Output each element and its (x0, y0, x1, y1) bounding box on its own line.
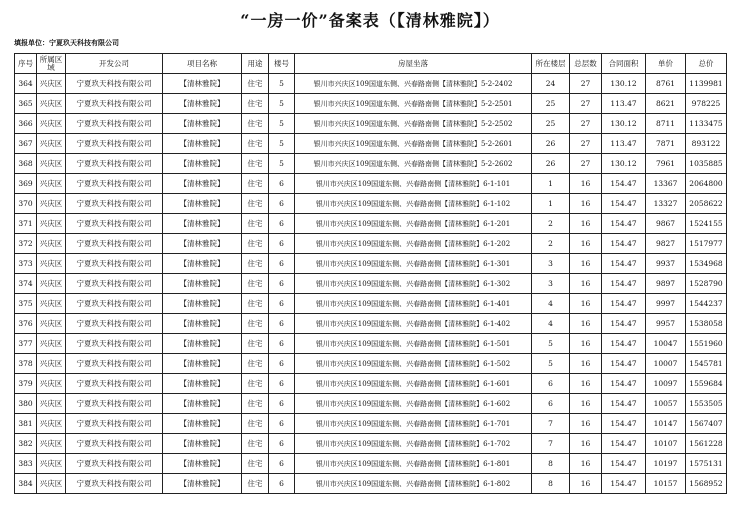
cell-floor: 7 (532, 414, 570, 434)
cell-building: 6 (269, 414, 295, 434)
cell-district: 兴庆区 (37, 74, 66, 94)
cell-area: 154.47 (602, 314, 646, 334)
cell-unit-price: 9937 (646, 254, 686, 274)
cell-unit-price: 13367 (646, 174, 686, 194)
cell-district: 兴庆区 (37, 154, 66, 174)
cell-total-floors: 27 (570, 94, 602, 114)
cell-total-floors: 16 (570, 194, 602, 214)
cell-unit-price: 10197 (646, 454, 686, 474)
cell-index: 380 (15, 394, 37, 414)
cell-address: 银川市兴庆区109国道东侧、兴春路南侧【清林雅院】5-2-2601 (295, 134, 532, 154)
cell-address: 银川市兴庆区109国道东侧、兴春路南侧【清林雅院】6-1-102 (295, 194, 532, 214)
table-row (15, 434, 727, 454)
cell-total-floors: 16 (570, 414, 602, 434)
cell-address: 银川市兴庆区109国道东侧、兴春路南侧【清林雅院】6-1-401 (295, 294, 532, 314)
cell-area: 113.47 (602, 94, 646, 114)
cell-developer: 宁夏玖天科技有限公司 (66, 94, 163, 114)
cell-total-floors: 16 (570, 334, 602, 354)
cell-floor: 26 (532, 154, 570, 174)
header-unit-price: 单价 (646, 54, 686, 74)
cell-project: 【清林雅院】 (163, 114, 242, 134)
cell-total-floors: 27 (570, 134, 602, 154)
cell-developer: 宁夏玖天科技有限公司 (66, 134, 163, 154)
cell-project: 【清林雅院】 (163, 74, 242, 94)
cell-usage: 住宅 (242, 154, 269, 174)
cell-usage: 住宅 (242, 194, 269, 214)
cell-index: 364 (15, 74, 37, 94)
cell-total-floors: 16 (570, 354, 602, 374)
header-total-floors: 总层数 (570, 54, 602, 74)
cell-developer: 宁夏玖天科技有限公司 (66, 314, 163, 334)
cell-project: 【清林雅院】 (163, 214, 242, 234)
table-body (15, 74, 727, 494)
cell-district: 兴庆区 (37, 354, 66, 374)
header-district: 所属区域 (37, 54, 66, 74)
cell-developer: 宁夏玖天科技有限公司 (66, 74, 163, 94)
cell-building: 6 (269, 334, 295, 354)
cell-building: 6 (269, 394, 295, 414)
cell-usage: 住宅 (242, 134, 269, 154)
cell-floor: 1 (532, 174, 570, 194)
cell-project: 【清林雅院】 (163, 294, 242, 314)
filing-unit: 填报单位：宁夏玖天科技有限公司 (14, 39, 119, 47)
cell-total-floors: 27 (570, 114, 602, 134)
header-index: 序号 (15, 54, 37, 74)
cell-address: 银川市兴庆区109国道东侧、兴春路南侧【清林雅院】6-1-402 (295, 314, 532, 334)
cell-total-floors: 16 (570, 214, 602, 234)
cell-unit-price: 10007 (646, 354, 686, 374)
cell-index: 366 (15, 114, 37, 134)
cell-district: 兴庆区 (37, 374, 66, 394)
cell-unit-price: 9957 (646, 314, 686, 334)
cell-total-price: 1567407 (686, 414, 727, 434)
cell-project: 【清林雅院】 (163, 414, 242, 434)
table-row (15, 454, 727, 474)
cell-total-price: 1559684 (686, 374, 727, 394)
table-header-row (15, 54, 727, 74)
table-row (15, 254, 727, 274)
cell-floor: 24 (532, 74, 570, 94)
cell-area: 154.47 (602, 214, 646, 234)
cell-total-floors: 16 (570, 374, 602, 394)
cell-address: 银川市兴庆区109国道东侧、兴春路南侧【清林雅院】6-1-501 (295, 334, 532, 354)
cell-building: 6 (269, 194, 295, 214)
cell-floor: 8 (532, 454, 570, 474)
cell-total-floors: 16 (570, 254, 602, 274)
cell-unit-price: 7871 (646, 134, 686, 154)
cell-district: 兴庆区 (37, 134, 66, 154)
cell-building: 5 (269, 114, 295, 134)
cell-address: 银川市兴庆区109国道东侧、兴春路南侧【清林雅院】6-1-601 (295, 374, 532, 394)
cell-area: 154.47 (602, 394, 646, 414)
cell-usage: 住宅 (242, 314, 269, 334)
cell-project: 【清林雅院】 (163, 274, 242, 294)
cell-usage: 住宅 (242, 254, 269, 274)
cell-district: 兴庆区 (37, 254, 66, 274)
cell-index: 376 (15, 314, 37, 334)
cell-project: 【清林雅院】 (163, 194, 242, 214)
cell-total-price: 1545781 (686, 354, 727, 374)
cell-project: 【清林雅院】 (163, 134, 242, 154)
cell-total-floors: 27 (570, 74, 602, 94)
cell-total-floors: 27 (570, 154, 602, 174)
cell-index: 370 (15, 194, 37, 214)
cell-total-price: 1139981 (686, 74, 727, 94)
cell-usage: 住宅 (242, 294, 269, 314)
cell-district: 兴庆区 (37, 454, 66, 474)
cell-area: 154.47 (602, 414, 646, 434)
cell-developer: 宁夏玖天科技有限公司 (66, 394, 163, 414)
cell-building: 6 (269, 434, 295, 454)
cell-unit-price: 10047 (646, 334, 686, 354)
cell-usage: 住宅 (242, 334, 269, 354)
cell-area: 154.47 (602, 334, 646, 354)
cell-developer: 宁夏玖天科技有限公司 (66, 454, 163, 474)
cell-floor: 2 (532, 214, 570, 234)
cell-unit-price: 8761 (646, 74, 686, 94)
cell-usage: 住宅 (242, 234, 269, 254)
cell-building: 5 (269, 134, 295, 154)
table-row (15, 174, 727, 194)
cell-index: 365 (15, 94, 37, 114)
cell-index: 374 (15, 274, 37, 294)
cell-usage: 住宅 (242, 474, 269, 494)
cell-usage: 住宅 (242, 414, 269, 434)
cell-total-price: 1568952 (686, 474, 727, 494)
cell-usage: 住宅 (242, 354, 269, 374)
cell-building: 6 (269, 234, 295, 254)
cell-area: 154.47 (602, 434, 646, 454)
cell-index: 369 (15, 174, 37, 194)
cell-area: 154.47 (602, 474, 646, 494)
cell-total-price: 1517977 (686, 234, 727, 254)
cell-developer: 宁夏玖天科技有限公司 (66, 234, 163, 254)
table-row (15, 134, 727, 154)
cell-area: 154.47 (602, 454, 646, 474)
cell-district: 兴庆区 (37, 194, 66, 214)
table-row (15, 414, 727, 434)
cell-total-price: 1528790 (686, 274, 727, 294)
cell-total-floors: 16 (570, 234, 602, 254)
cell-floor: 4 (532, 294, 570, 314)
table-row (15, 374, 727, 394)
cell-area: 130.12 (602, 154, 646, 174)
cell-index: 377 (15, 334, 37, 354)
cell-area: 154.47 (602, 354, 646, 374)
cell-unit-price: 10057 (646, 394, 686, 414)
table-row (15, 474, 727, 494)
cell-developer: 宁夏玖天科技有限公司 (66, 434, 163, 454)
cell-developer: 宁夏玖天科技有限公司 (66, 154, 163, 174)
cell-total-floors: 16 (570, 394, 602, 414)
cell-total-price: 1551960 (686, 334, 727, 354)
cell-project: 【清林雅院】 (163, 94, 242, 114)
document-title: “一房一价”备案表（【清林雅院】） (240, 11, 500, 30)
cell-developer: 宁夏玖天科技有限公司 (66, 114, 163, 134)
cell-floor: 25 (532, 114, 570, 134)
cell-index: 378 (15, 354, 37, 374)
cell-developer: 宁夏玖天科技有限公司 (66, 254, 163, 274)
cell-building: 6 (269, 354, 295, 374)
cell-address: 银川市兴庆区109国道东侧、兴春路南侧【清林雅院】5-2-2502 (295, 114, 532, 134)
cell-unit-price: 8621 (646, 94, 686, 114)
cell-building: 6 (269, 214, 295, 234)
cell-usage: 住宅 (242, 214, 269, 234)
cell-index: 383 (15, 454, 37, 474)
cell-total-price: 1553505 (686, 394, 727, 414)
cell-total-floors: 16 (570, 474, 602, 494)
cell-total-floors: 16 (570, 434, 602, 454)
cell-district: 兴庆区 (37, 234, 66, 254)
cell-project: 【清林雅院】 (163, 434, 242, 454)
cell-district: 兴庆区 (37, 394, 66, 414)
header-usage: 用途 (242, 54, 269, 74)
cell-index: 384 (15, 474, 37, 494)
price-filing-table (14, 53, 727, 494)
cell-developer: 宁夏玖天科技有限公司 (66, 294, 163, 314)
cell-usage: 住宅 (242, 454, 269, 474)
cell-unit-price: 10097 (646, 374, 686, 394)
header-developer: 开发公司 (66, 54, 163, 74)
cell-total-price: 1575131 (686, 454, 727, 474)
cell-total-price: 2058622 (686, 194, 727, 214)
cell-area: 130.12 (602, 74, 646, 94)
header-floor: 所在楼层 (532, 54, 570, 74)
cell-district: 兴庆区 (37, 114, 66, 134)
cell-project: 【清林雅院】 (163, 334, 242, 354)
cell-developer: 宁夏玖天科技有限公司 (66, 334, 163, 354)
cell-floor: 3 (532, 274, 570, 294)
cell-address: 银川市兴庆区109国道东侧、兴春路南侧【清林雅院】6-1-201 (295, 214, 532, 234)
cell-index: 368 (15, 154, 37, 174)
cell-usage: 住宅 (242, 274, 269, 294)
cell-area: 154.47 (602, 274, 646, 294)
table-row (15, 114, 727, 134)
cell-unit-price: 9897 (646, 274, 686, 294)
cell-address: 银川市兴庆区109国道东侧、兴春路南侧【清林雅院】6-1-202 (295, 234, 532, 254)
cell-address: 银川市兴庆区109国道东侧、兴春路南侧【清林雅院】6-1-502 (295, 354, 532, 374)
cell-floor: 7 (532, 434, 570, 454)
cell-district: 兴庆区 (37, 474, 66, 494)
cell-unit-price: 9997 (646, 294, 686, 314)
table-row (15, 334, 727, 354)
cell-area: 130.12 (602, 114, 646, 134)
cell-building: 6 (269, 254, 295, 274)
cell-address: 银川市兴庆区109国道东侧、兴春路南侧【清林雅院】6-1-302 (295, 274, 532, 294)
cell-usage: 住宅 (242, 434, 269, 454)
table-row (15, 354, 727, 374)
cell-total-price: 1561228 (686, 434, 727, 454)
cell-address: 银川市兴庆区109国道东侧、兴春路南侧【清林雅院】6-1-101 (295, 174, 532, 194)
cell-building: 5 (269, 74, 295, 94)
cell-index: 371 (15, 214, 37, 234)
header-project: 项目名称 (163, 54, 242, 74)
cell-address: 银川市兴庆区109国道东侧、兴春路南侧【清林雅院】6-1-802 (295, 474, 532, 494)
header-area: 合同面积 (602, 54, 646, 74)
cell-building: 6 (269, 274, 295, 294)
cell-index: 381 (15, 414, 37, 434)
cell-floor: 2 (532, 234, 570, 254)
cell-area: 154.47 (602, 254, 646, 274)
cell-building: 5 (269, 154, 295, 174)
cell-building: 6 (269, 454, 295, 474)
cell-total-floors: 16 (570, 454, 602, 474)
cell-developer: 宁夏玖天科技有限公司 (66, 214, 163, 234)
cell-developer: 宁夏玖天科技有限公司 (66, 354, 163, 374)
table-row (15, 314, 727, 334)
cell-unit-price: 7961 (646, 154, 686, 174)
cell-total-price: 1534968 (686, 254, 727, 274)
cell-developer: 宁夏玖天科技有限公司 (66, 374, 163, 394)
cell-project: 【清林雅院】 (163, 314, 242, 334)
cell-unit-price: 10107 (646, 434, 686, 454)
cell-total-price: 1544237 (686, 294, 727, 314)
cell-unit-price: 10147 (646, 414, 686, 434)
table-row (15, 294, 727, 314)
table-row (15, 194, 727, 214)
cell-floor: 5 (532, 334, 570, 354)
cell-floor: 3 (532, 254, 570, 274)
cell-address: 银川市兴庆区109国道东侧、兴春路南侧【清林雅院】6-1-801 (295, 454, 532, 474)
cell-usage: 住宅 (242, 94, 269, 114)
cell-address: 银川市兴庆区109国道东侧、兴春路南侧【清林雅院】6-1-602 (295, 394, 532, 414)
cell-index: 367 (15, 134, 37, 154)
table-row (15, 234, 727, 254)
cell-unit-price: 8711 (646, 114, 686, 134)
cell-usage: 住宅 (242, 394, 269, 414)
cell-project: 【清林雅院】 (163, 474, 242, 494)
cell-district: 兴庆区 (37, 274, 66, 294)
header-address: 房屋坐落 (295, 54, 532, 74)
cell-developer: 宁夏玖天科技有限公司 (66, 174, 163, 194)
cell-index: 379 (15, 374, 37, 394)
cell-building: 5 (269, 94, 295, 114)
cell-total-floors: 16 (570, 314, 602, 334)
cell-address: 银川市兴庆区109国道东侧、兴春路南侧【清林雅院】5-2-2602 (295, 154, 532, 174)
table-row (15, 274, 727, 294)
cell-building: 6 (269, 174, 295, 194)
cell-project: 【清林雅院】 (163, 154, 242, 174)
cell-area: 113.47 (602, 134, 646, 154)
cell-district: 兴庆区 (37, 314, 66, 334)
cell-unit-price: 9827 (646, 234, 686, 254)
cell-project: 【清林雅院】 (163, 454, 242, 474)
cell-project: 【清林雅院】 (163, 354, 242, 374)
cell-area: 154.47 (602, 194, 646, 214)
table-row (15, 154, 727, 174)
cell-area: 154.47 (602, 374, 646, 394)
cell-project: 【清林雅院】 (163, 394, 242, 414)
cell-district: 兴庆区 (37, 414, 66, 434)
cell-floor: 25 (532, 94, 570, 114)
cell-floor: 4 (532, 314, 570, 334)
cell-floor: 6 (532, 394, 570, 414)
cell-total-floors: 16 (570, 274, 602, 294)
cell-index: 373 (15, 254, 37, 274)
cell-usage: 住宅 (242, 74, 269, 94)
cell-floor: 6 (532, 374, 570, 394)
cell-total-price: 1133475 (686, 114, 727, 134)
cell-total-price: 978225 (686, 94, 727, 114)
cell-project: 【清林雅院】 (163, 254, 242, 274)
cell-developer: 宁夏玖天科技有限公司 (66, 474, 163, 494)
table-row (15, 94, 727, 114)
cell-developer: 宁夏玖天科技有限公司 (66, 414, 163, 434)
cell-total-floors: 16 (570, 294, 602, 314)
cell-total-price: 893122 (686, 134, 727, 154)
cell-address: 银川市兴庆区109国道东侧、兴春路南侧【清林雅院】5-2-2501 (295, 94, 532, 114)
cell-address: 银川市兴庆区109国道东侧、兴春路南侧【清林雅院】6-1-301 (295, 254, 532, 274)
cell-project: 【清林雅院】 (163, 234, 242, 254)
cell-building: 6 (269, 294, 295, 314)
table-row (15, 394, 727, 414)
cell-building: 6 (269, 314, 295, 334)
cell-district: 兴庆区 (37, 94, 66, 114)
cell-usage: 住宅 (242, 114, 269, 134)
cell-project: 【清林雅院】 (163, 174, 242, 194)
cell-address: 银川市兴庆区109国道东侧、兴春路南侧【清林雅院】5-2-2402 (295, 74, 532, 94)
cell-total-price: 2064800 (686, 174, 727, 194)
cell-floor: 5 (532, 354, 570, 374)
cell-index: 372 (15, 234, 37, 254)
cell-total-floors: 16 (570, 174, 602, 194)
table-row (15, 214, 727, 234)
cell-unit-price: 13327 (646, 194, 686, 214)
cell-usage: 住宅 (242, 174, 269, 194)
cell-unit-price: 10157 (646, 474, 686, 494)
cell-building: 6 (269, 374, 295, 394)
cell-usage: 住宅 (242, 374, 269, 394)
cell-building: 6 (269, 474, 295, 494)
cell-index: 382 (15, 434, 37, 454)
cell-district: 兴庆区 (37, 334, 66, 354)
cell-index: 375 (15, 294, 37, 314)
cell-area: 154.47 (602, 294, 646, 314)
cell-developer: 宁夏玖天科技有限公司 (66, 274, 163, 294)
cell-floor: 8 (532, 474, 570, 494)
cell-total-price: 1524155 (686, 214, 727, 234)
cell-floor: 1 (532, 194, 570, 214)
cell-floor: 26 (532, 134, 570, 154)
header-total-price: 总价 (686, 54, 727, 74)
header-building: 楼号 (269, 54, 295, 74)
cell-address: 银川市兴庆区109国道东侧、兴春路南侧【清林雅院】6-1-702 (295, 434, 532, 454)
cell-total-price: 1538058 (686, 314, 727, 334)
cell-area: 154.47 (602, 174, 646, 194)
cell-district: 兴庆区 (37, 294, 66, 314)
cell-district: 兴庆区 (37, 434, 66, 454)
cell-district: 兴庆区 (37, 214, 66, 234)
cell-developer: 宁夏玖天科技有限公司 (66, 194, 163, 214)
cell-area: 154.47 (602, 234, 646, 254)
cell-unit-price: 9867 (646, 214, 686, 234)
cell-address: 银川市兴庆区109国道东侧、兴春路南侧【清林雅院】6-1-701 (295, 414, 532, 434)
cell-project: 【清林雅院】 (163, 374, 242, 394)
cell-district: 兴庆区 (37, 174, 66, 194)
cell-total-price: 1035885 (686, 154, 727, 174)
table-row (15, 74, 727, 94)
